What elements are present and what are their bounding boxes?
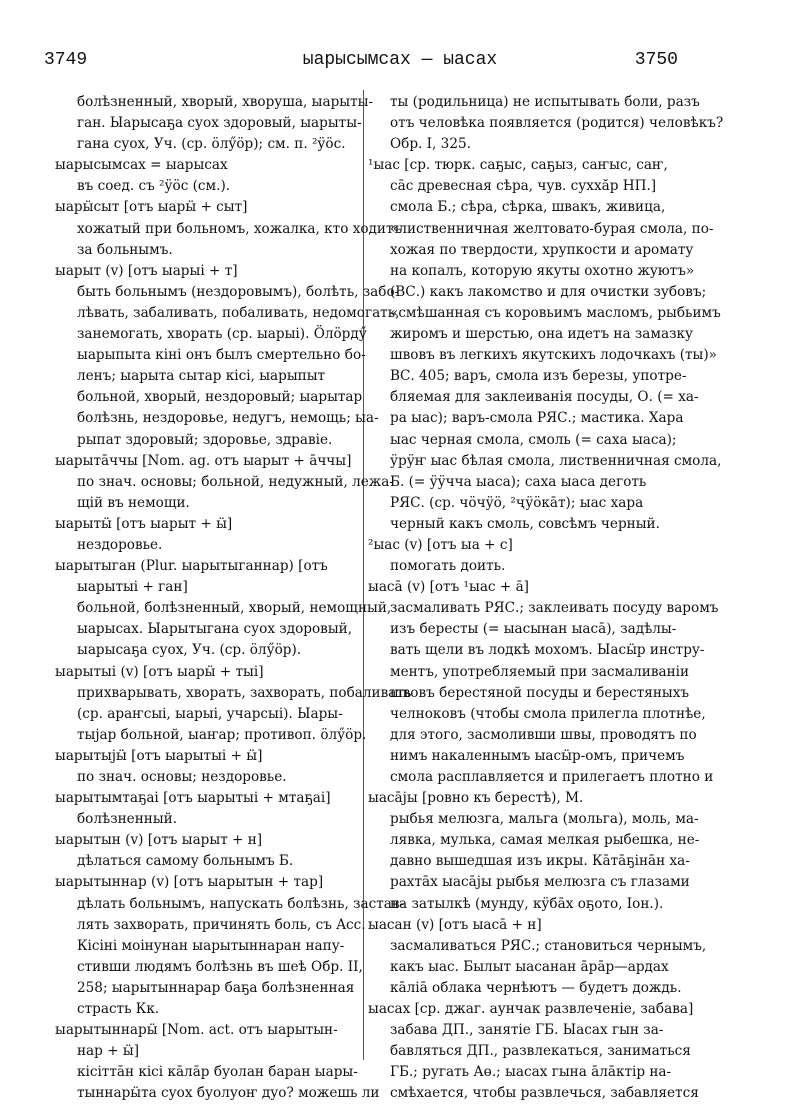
entry-text-line: болѣзнь, нездоровье, недугъ, немощь; ыа-: [77, 410, 379, 427]
entry-text-line: отъ человѣка появляется (родится) человѣкъ?: [390, 115, 724, 132]
entry-text-line: кісіттāн кісі кāлāр буолан баран ыары-: [77, 1064, 358, 1081]
entry-headword-line: ыарытыннарӹ [Nom. act. отъ ыарытын-: [55, 1022, 338, 1039]
entry-headword-line: ыарытыган (Plur. ыарытыганнар) [отъ: [55, 558, 328, 575]
entry-text-line: гана суох, Уч. (ср. ӧлӳӧр); см. п. ²ӱӧс.: [77, 136, 346, 153]
entry-text-line: нар + ӹ]: [77, 1043, 140, 1060]
entry-headword-line: ыарӹсыт [отъ ыарӹ + сыт]: [55, 199, 248, 216]
entry-text-line: кāліā облака чернѣютъ — будетъ дождь.: [390, 979, 682, 996]
entry-text-line: рыбья мелюзга, мальга (мольга), моль, ма-: [390, 811, 699, 828]
entry-text-line: ӱрӱҥ ыас бѣлая смола, лиственничная смола,: [390, 452, 722, 469]
entry-text-line: дѣлаться самому больнымъ Б.: [77, 853, 294, 870]
entry-text-line: по знач. основы; больной, недужный, лежа-: [77, 473, 394, 490]
entry-text-line: жиромъ и шерстью, она идетъ на замазку: [390, 326, 693, 343]
entry-text-line: ВС. 405; варъ, смола изъ березы, употре-: [390, 368, 687, 385]
entry-text-line: ты (родильница) не испытывать боли, разъ: [390, 94, 700, 110]
entry-text-line: Кісіні моінунан ыарытыннаран напу-: [77, 937, 345, 954]
entry-text-line: «лиственничная желтовато-бурая смола, по-: [390, 220, 714, 237]
entry-text-line: забава ДП., занятіе ГБ. Ыасах гын за-: [390, 1022, 664, 1039]
entry-text-line: ган. Ыарысаҕа суох здоровый, ыарыты-: [77, 115, 362, 132]
running-title: ыарысымсах — ыасах: [302, 50, 498, 70]
entry-text-line: Обр. I, 325.: [390, 136, 471, 153]
entry-text-line: хожая по твердости, хрупкости и аромату: [390, 241, 694, 258]
entry-text-line: смѣхается, чтобы развлечься, забавляется: [390, 1085, 699, 1102]
entry-text-line: хожатый при больномъ, хожалка, кто ходитъ: [77, 220, 403, 237]
entry-text-line: челноковъ (чтобы смола прилегла плотнѣе,: [390, 705, 706, 722]
entry-text-line: Б. (= ӱӱчча ыаса); саха ыаса деготь: [390, 473, 647, 490]
entry-text-line: помогать доить.: [390, 558, 506, 575]
entry-headword-line: ыасāјы [ровно къ берестѣ), М.: [368, 790, 584, 807]
entry-headword-line: ыасах [ср. джаг. аунчак развлеченіе, забава]: [368, 1001, 694, 1018]
entry-text-line: РЯС. (ср. чӧчӱӧ, ²ҷӱӧкāт); ыас хара: [390, 494, 644, 511]
entry-text-line: болѣзненный.: [77, 811, 178, 828]
right-column: [368, 92, 724, 1102]
entry-headword-line: ыарыт (v) [отъ ыарыі + т]: [55, 262, 238, 279]
entry-text-line: нимъ накаленнымъ ыасӹр-омъ, причемъ: [390, 747, 685, 764]
entry-text-line: занемогать, хворать (ср. ыарыі). Ӧлӧрдӳ: [77, 326, 367, 343]
entry-text-line: засмаливаться РЯС.; становиться чернымъ,: [390, 937, 707, 954]
entry-text-line: рыпат здоровый; здоровье, здравіе.: [77, 431, 333, 448]
entry-headword-line: ыарысымсах = ыарысах: [55, 157, 228, 174]
entry-text-line: нездоровье.: [77, 536, 163, 553]
entry-text-line: стивши людямъ болѣзнь въ шеѣ Обр. II,: [77, 958, 363, 975]
entry-text-line: ыарысаҕа суох, Уч. (ср. ӧлӳӧр).: [77, 642, 302, 659]
entry-text-line: 258; ыарытыннарар баҕа болѣзненная: [77, 979, 355, 996]
entry-text-line: ментъ, употребляемый при засмаливаніи: [390, 663, 690, 680]
entry-text-line: для этого, засмоливши швы, проводятъ по: [390, 726, 697, 743]
entry-text-line: на копалъ, которую якуты охотно жуютъ»: [390, 262, 695, 279]
entry-headword-line: ыарытымтаҕаі [отъ ыарытыі + мтаҕаі]: [55, 790, 331, 807]
entry-text-line: изъ бересты (= ыасынан ыасā), задѣлы-: [390, 621, 677, 638]
entry-headword-line: ыарытыннар (v) [отъ ыарытын + тар]: [55, 874, 324, 891]
entry-headword-line: ыарытыјӹ [отъ ыарытыі + ӹ]: [55, 747, 263, 764]
entry-text-line: бляемая для заклеиванія посуды, О. (= ха-: [390, 389, 699, 406]
entry-text-line: засмаливать РЯС.; заклеивать посуду варомъ: [390, 600, 719, 617]
entry-headword-line: ыарытāччы [Nom. ag. отъ ыарыт + āччы]: [55, 452, 352, 469]
page-header: [0, 50, 800, 76]
entry-text-line: черный какъ смоль, совсѣмъ черный.: [390, 515, 660, 532]
page-number-left: 3749: [44, 50, 88, 70]
entry-headword-line: ²ыас (v) [отъ ыа + с]: [368, 536, 513, 553]
entry-text-line: ыарысах. Ыарытыгана суох здоровый,: [77, 621, 353, 638]
entry-text-line: «смѣшанная съ коровьимъ масломъ, рыбьимъ: [390, 304, 721, 321]
entry-headword-line: ¹ыас [ср. тюрк. саҕыс, саҕыз, саҥыс, саҥ,: [368, 157, 668, 174]
entry-text-line: бавляться ДП., развлекаться, заниматься: [390, 1043, 691, 1060]
entry-text-line: за больнымъ.: [77, 241, 173, 258]
entry-text-line: ра ыас); варъ-смола РЯС.; мастика. Хара: [390, 410, 684, 427]
left-column: [55, 92, 412, 1102]
entry-text-line: швовъ въ легкихъ якутскихъ лодочкахъ (ты)»: [390, 347, 717, 364]
entry-text-line: ыарыпыта кіні онъ былъ смертельно бо-: [77, 347, 366, 364]
entry-text-line: прихварывать, хворать, захворать, побаливать: [77, 684, 412, 701]
entry-text-line: страсть Кк.: [77, 1001, 160, 1018]
entry-text-line: по знач. основы; нездоровье.: [77, 769, 287, 785]
entry-text-line: ыарытыі + ган]: [77, 579, 188, 596]
page-number-right: 3750: [634, 50, 678, 70]
entry-text-line: лявка, мулька, самая мелкая рыбешка, не-: [390, 832, 700, 849]
entry-text-line: тыннарӹта суох буолуоҥ дуо? можешь ли: [77, 1085, 380, 1102]
entry-headword-line: ыарытыі (v) [отъ ыарӹ + тыі]: [55, 663, 264, 680]
entry-text-line: тыјар больной, ыаҥар; противоп. ӧлӳӧр.: [77, 726, 367, 743]
entry-text-line: смола Б.; сѣра, сѣрка, швакъ, живица,: [390, 199, 666, 216]
entry-text-line: щій въ немощи.: [77, 494, 190, 511]
entry-text-line: ГБ.; ругать Аө.; ыасах гына āлāктір на-: [390, 1064, 672, 1081]
entry-headword-line: ыасан (v) [отъ ыасā + н]: [368, 916, 542, 933]
entry-headword-line: ыарытын (v) [отъ ыарыт + н]: [55, 832, 263, 849]
entry-text-line: ленъ; ыарыта сытар кісі, ыарыпыт: [77, 368, 326, 385]
entry-text-line: быть больнымъ (нездоровымъ), болѣть, забо-: [77, 283, 400, 300]
entry-text-line: лять захворать, причинять боль, съ Acc.: [77, 916, 366, 933]
entry-text-line: лѣвать, забаливать, побаливать, недомогать,: [77, 304, 400, 321]
entry-text-line: (ср. араҥсыі, ыарыі, учарсыі). Ыары-: [77, 705, 343, 722]
entry-text-line: больной, болѣзненный, хворый, немощный,: [77, 600, 392, 617]
entry-text-line: давно вышедшая изъ икры. Кāтāҕінāн ха-: [390, 853, 690, 870]
entry-text-line: какъ ыас. Былыт ыасанан āрāр—ардах: [390, 958, 669, 975]
entry-text-line: на затылкѣ (мунду, кӱбāх оҕото, Іон.).: [390, 895, 664, 912]
entry-headword-line: ыасā (v) [отъ ¹ыас + ā]: [368, 579, 529, 596]
entry-text-line: ыас черная смола, смоль (= саха ыаса);: [390, 431, 677, 448]
entry-text-line: сāс древесная сѣра, чув. суххӑр НП.]: [390, 178, 657, 195]
entry-headword-line: ыарытӹ [отъ ыарыт + ӹ]: [55, 515, 233, 532]
entry-text-line: въ соед. съ ²ӱӧс (см.).: [77, 178, 231, 195]
entry-text-line: рахтāх ыасāјы рыбья мелюзга съ глазами: [390, 874, 690, 891]
entry-text-line: (ВС.) какъ лакомство и для очистки зубовъ;: [390, 283, 707, 300]
entry-text-line: дѣлать больнымъ, напускать болѣзнь, застав-: [77, 895, 405, 912]
entry-text-line: вать щели въ лодкѣ мохомъ. Ыасӹр инстру-: [390, 642, 705, 659]
entry-text-line: болѣзненный, хворый, хворуша, ыарыты-: [77, 94, 374, 110]
entry-text-line: смола расплавляется и прилегаетъ плотно и: [390, 769, 714, 785]
entry-text-line: больной, хворый, нездоровый; ыарытар: [77, 389, 363, 406]
entry-text-line: швовъ берестяной посуды и берестяныхъ: [390, 684, 690, 701]
